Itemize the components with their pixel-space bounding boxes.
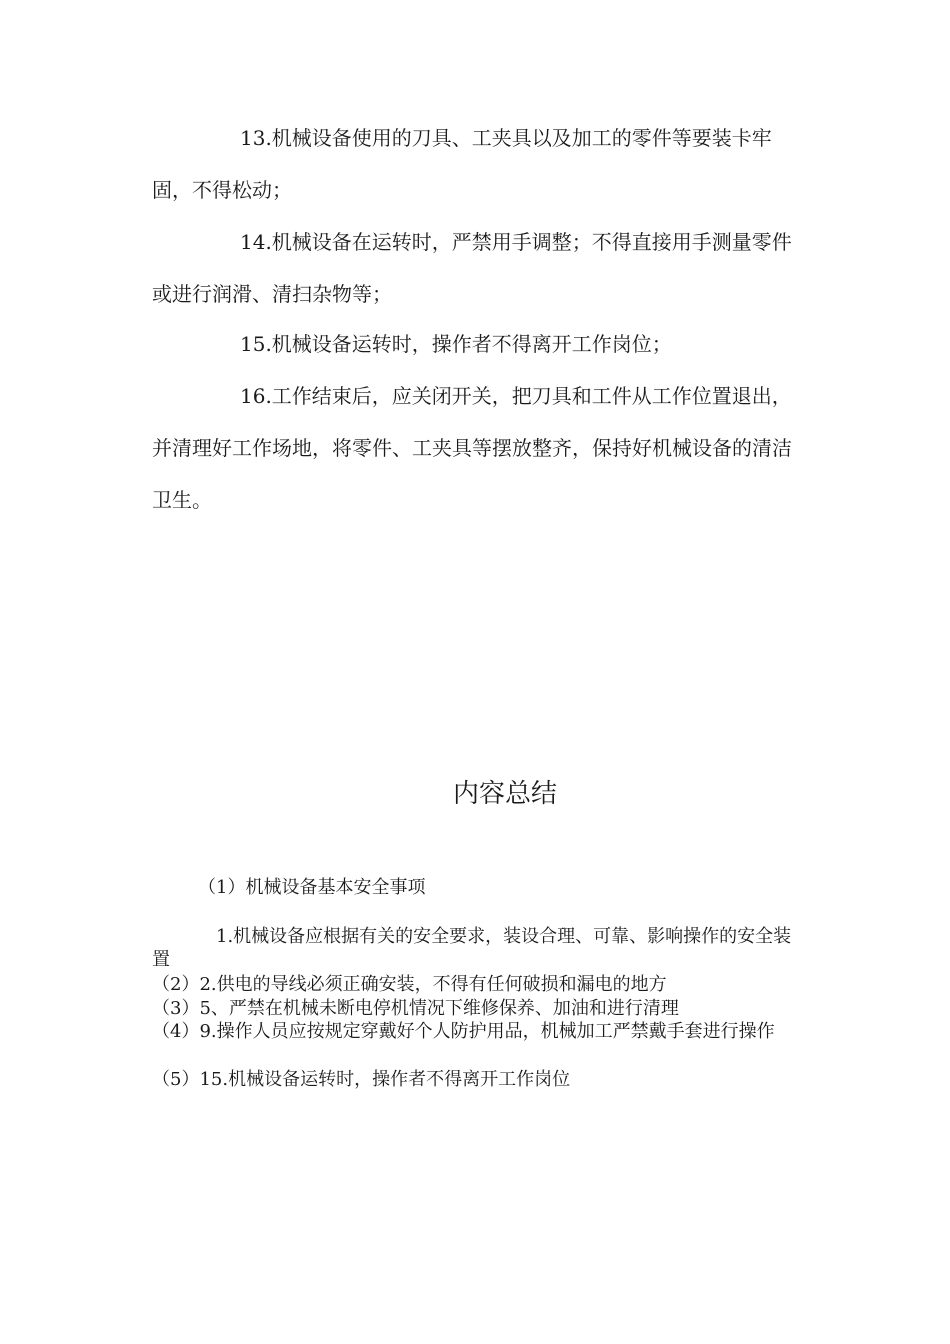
summary-title: 内容总结 bbox=[452, 779, 557, 809]
summary-item-1-text: 1.机械设备应根据有关的安全要求，装设合理、可靠、影响操作的安全装置 bbox=[152, 926, 792, 970]
summary-item-3: （3）5、严禁在机械未断电停机情况下维修保养、加油和进行清理 bbox=[152, 998, 679, 1019]
paragraph-15-text: 15.机械设备运转时，操作者不得离开工作岗位； bbox=[240, 332, 672, 356]
paragraph-16 bbox=[152, 370, 804, 526]
summary-item-5: （5）15.机械设备运转时，操作者不得离开工作岗位 bbox=[152, 1069, 571, 1090]
summary-item-1 bbox=[152, 925, 804, 971]
paragraph-14 bbox=[152, 216, 804, 320]
summary-item-4: （4）9.操作人员应按规定穿戴好个人防护用品，机械加工严禁戴手套进行操作 bbox=[152, 1021, 775, 1042]
paragraph-16-text: 16.工作结束后，应关闭开关，把刀具和工件从工作位置退出，并清理好工作场地，将零件、工夹具等摆放整齐，保持好机械设备的清洁卫生。 bbox=[152, 384, 792, 512]
paragraph-13 bbox=[152, 112, 804, 216]
paragraph-14-text: 14.机械设备在运转时，严禁用手调整；不得直接用手测量零件或进行润滑、清扫杂物等； bbox=[152, 230, 792, 306]
paragraph-15 bbox=[152, 318, 804, 370]
summary-heading: （1）机械设备基本安全事项 bbox=[198, 877, 426, 898]
summary-item-2: （2）2.供电的导线必须正确安装，不得有任何破损和漏电的地方 bbox=[152, 974, 667, 995]
paragraph-13-text: 13.机械设备使用的刀具、工夹具以及加工的零件等要装卡牢固，不得松动； bbox=[152, 126, 772, 202]
